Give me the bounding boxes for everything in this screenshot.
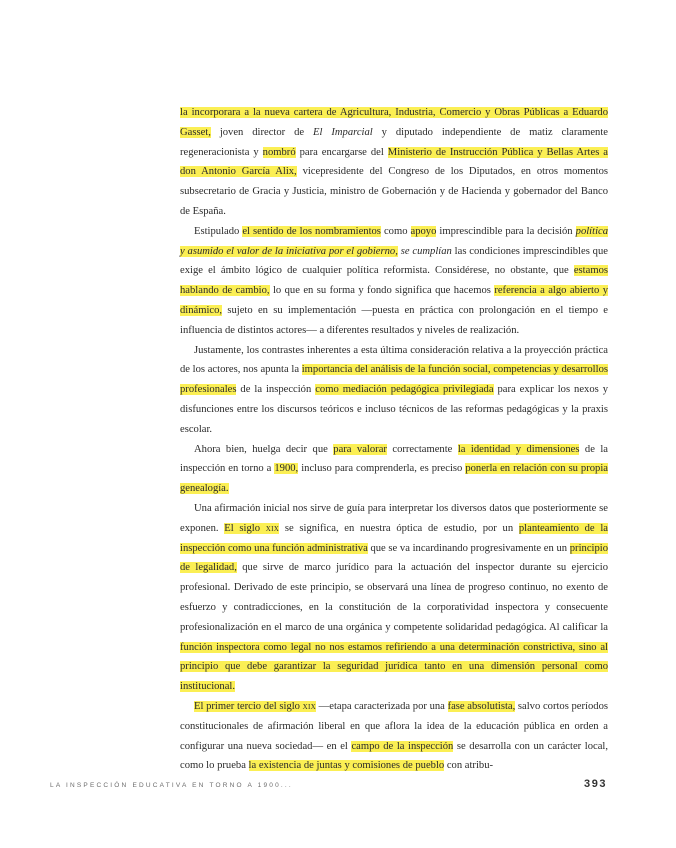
highlighted-text: fase absolutista, [447,700,516,712]
paragraph [180,499,608,697]
text-run: Justamente, los contrastes inherentes a esta última consideración relativa a la proyección práctica de los actores, nos apunta la [180,344,608,376]
paragraph [180,222,608,341]
body-text [180,103,608,776]
highlighted-text: para valorar [333,443,387,455]
paragraph [180,697,608,776]
text-run: se desarrolla con un carácter local, como lo prueba [180,740,608,772]
text-run: las condiciones imprescindibles que exige el ámbito lógico de cualquier política reformista. Considérese, no obstante, que [180,245,608,277]
highlighted-text: xix [265,522,280,534]
highlighted-text: xix [302,700,316,712]
text-run: Estipulado [194,225,243,237]
highlighted-text: El primer tercio del siglo [194,700,303,712]
text-run: salvo cortos períodos constitucionales de afirmación liberal en que aflora la idea de la educación pública en orden a configurar una nueva sociedad— en el [180,700,608,752]
text-run: con atribu- [444,760,494,772]
highlighted-text: ponerla en relación con su propia genealogía. [180,463,608,495]
text-run: El Imparcial [313,126,373,138]
highlighted-text: planteamiento de la inspección como una función administrativa [180,522,608,554]
text-run: para encargarse del [295,146,388,158]
text-run: para explicar los nexos y disfunciones entre los discursos teóricos e incluso técnicos de las reformas pedagógicas y la praxis escolar. [180,384,608,435]
highlighted-text: El siglo [224,522,266,534]
highlighted-text: Ministerio de Instrucción Pública y Bellas Artes a don Antonio García Alix, [180,146,608,178]
text-run: Una afirmación inicial nos sirve de guía para interpretar los diversos datos que posteriormente se exponen. [180,502,608,534]
text-run: incluso para comprenderla, es preciso [298,463,466,475]
text-run: que sirve de marco jurídico para la actuación del inspector durante su ejercicio profesional. Derivado de este principio, se observará una línea de progreso continuo, no exento de esfuerzo y contradicciones, en la constitución de la corporatividad inspectora y consecuente profesionalización en el marco de una orgánica y competente solidaridad pedagógica. Al calificar la [180,562,608,633]
highlighted-text: referencia a algo abierto y dinámico, [180,285,609,316]
paragraph [180,103,608,222]
text-run: sujeto en su implementación —puesta en práctica con prolongación en el tiempo e influencia de distintos actores— a diferentes resultados y niveles de realización. [180,304,608,336]
paragraph [180,440,608,499]
highlighted-text: 1900, [274,463,299,475]
highlighted-text: principio de legalidad, [180,542,608,574]
page-number: 393 [584,778,608,790]
text-run: —etapa caracterizada por una [316,700,448,712]
paragraph [180,341,608,440]
highlighted-text: la existencia de juntas y comisiones de pueblo [248,760,445,772]
text-run: se cumplían [397,245,452,257]
highlighted-text: campo de la inspección [351,740,454,752]
highlighted-text: función inspectora como legal no nos estamos refiriendo a una determinación constrictiva, sino al principio que debe garantizar la seguridad jurídica tanto en una dimensión personal como institucional. [180,641,608,693]
highlighted-text: la identidad y dimensiones [457,443,580,455]
text-run: que se va incardinando progresivamente en un [367,542,570,554]
text-run: imprescindible para la decisión [436,225,576,237]
highlighted-text: política y asumido el valor de la iniciativa por el gobierno, [180,225,609,257]
text-run: de la inspección [236,384,316,396]
highlighted-text: como mediación pedagógica privilegiada [315,384,494,396]
text-run: Ahora bien, huelga decir que [194,443,334,455]
highlighted-text: apoyo [410,225,437,237]
text-run: se significa, en nuestra óptica de estudio, por un [279,522,519,534]
text-run: y diputado independiente de matiz claramente regeneracionista y [180,126,608,158]
highlighted-text: la incorporara a la nueva cartera de Agricultura, Industria, Comercio y Obras Públicas a Eduardo Gasset, [180,107,608,138]
text-run: de la inspección en torno a [180,443,608,475]
highlighted-text: nombró [262,146,296,158]
running-footer-title: LA INSPECCIÓN EDUCATIVA EN TORNO A 1900... [50,782,293,789]
highlighted-text: importancia del análisis de la función social, competencias y desarrollos profesionales [180,364,608,396]
text-run: vicepresidente del Congreso de los Diputados, en otros momentos subsecretario de Gracia y Justicia, ministro de Gobernación y de Hacienda y gobernador del Banco de España. [180,166,608,217]
text-run: joven director de [210,126,314,138]
text-run: lo que en su forma y fondo significa que hacemos [269,285,495,297]
text-run: como [380,225,411,237]
text-run: correctamente [386,443,458,455]
highlighted-text: estamos hablando de cambio, [180,265,608,297]
highlighted-text: el sentido de los nombramientos [242,225,381,237]
